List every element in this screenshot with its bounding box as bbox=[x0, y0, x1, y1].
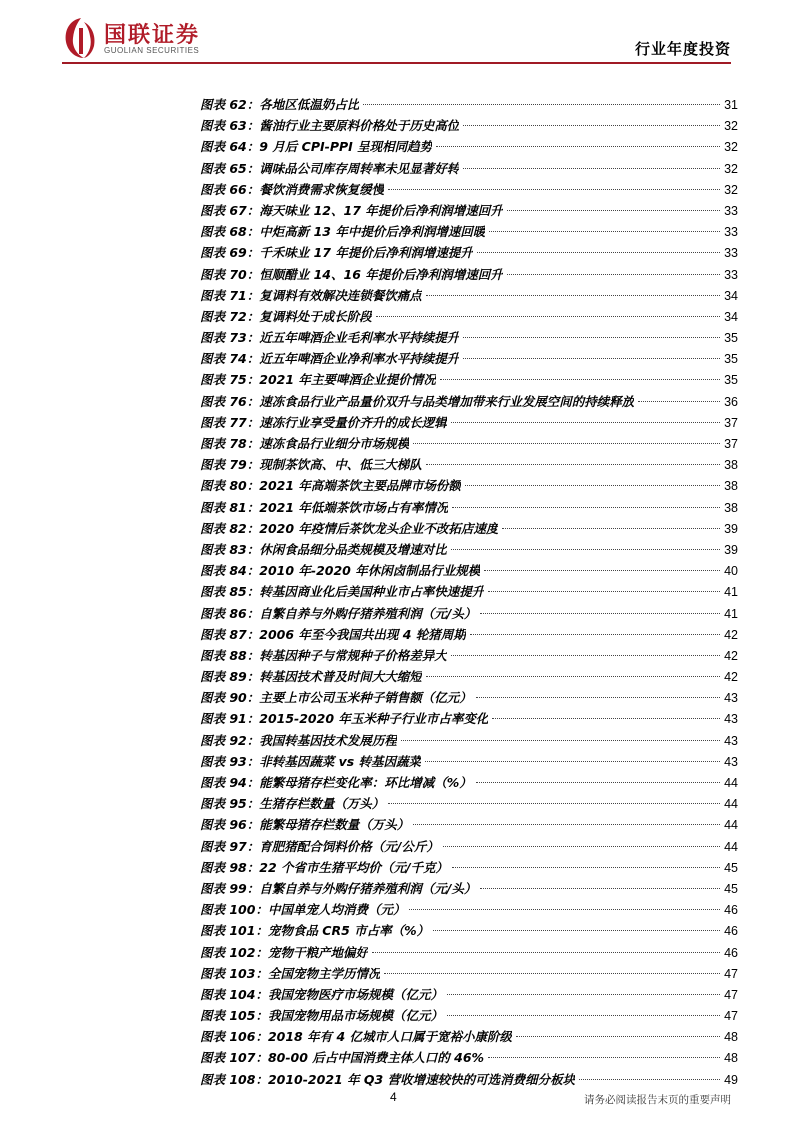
toc-dot-leader bbox=[447, 1015, 720, 1016]
toc-entry-page: 43 bbox=[724, 733, 738, 748]
toc-entry-label: 图表 93：非转基因蔬菜 vs 转基因蔬菜 bbox=[200, 753, 422, 769]
toc-entry-page: 35 bbox=[724, 331, 738, 346]
toc-entry-label: 图表 62：各地区低温奶占比 bbox=[200, 97, 360, 112]
toc-entry-page: 42 bbox=[724, 648, 738, 663]
toc-entry-page: 43 bbox=[724, 754, 738, 769]
toc-dot-leader bbox=[443, 846, 720, 847]
toc-entry[interactable] bbox=[200, 94, 738, 115]
toc-entry[interactable] bbox=[200, 285, 738, 306]
toc-entry-page: 38 bbox=[724, 479, 738, 494]
toc-dot-leader bbox=[463, 125, 720, 126]
toc-entry-label: 图表 86：自繁自养与外购仔猪养殖利润（元/头） bbox=[200, 605, 477, 621]
toc-entry-page: 40 bbox=[724, 564, 738, 579]
toc-entry-label: 图表 64：9 月后 CPI-PPI 呈现相同趋势 bbox=[200, 139, 433, 155]
toc-dot-leader bbox=[447, 994, 720, 995]
toc-entry-page: 33 bbox=[724, 246, 738, 261]
toc-entry[interactable] bbox=[200, 963, 738, 984]
toc-entry[interactable] bbox=[200, 666, 738, 687]
toc-entry-page: 31 bbox=[724, 98, 738, 112]
toc-entry-page: 34 bbox=[724, 309, 738, 324]
toc-dot-leader bbox=[388, 189, 720, 190]
toc-entry[interactable] bbox=[200, 920, 738, 941]
toc-entry-page: 37 bbox=[724, 415, 738, 430]
toc-entry[interactable] bbox=[200, 221, 738, 242]
toc-entry-label: 图表 103：全国宠物主学历情况 bbox=[200, 965, 381, 981]
toc-entry-page: 34 bbox=[724, 288, 738, 303]
toc-entry-label: 图表 72：复调料处于成长阶段 bbox=[200, 308, 372, 324]
toc-dot-leader bbox=[579, 1079, 720, 1080]
toc-entry[interactable] bbox=[200, 391, 738, 412]
toc-dot-leader bbox=[463, 337, 720, 338]
toc-dot-leader bbox=[638, 401, 720, 402]
toc-entry-label: 图表 88：转基因种子与常规种子价格差异大 bbox=[200, 647, 447, 663]
toc-dot-leader bbox=[451, 549, 720, 550]
toc-entry-label: 图表 84：2010 年-2020 年休闲卤制品行业规模 bbox=[200, 563, 481, 579]
guolian-logo-icon bbox=[62, 16, 100, 60]
toc-entry[interactable] bbox=[200, 433, 738, 454]
toc-dot-leader bbox=[476, 697, 720, 698]
toc-entry[interactable] bbox=[200, 264, 738, 285]
toc-entry[interactable] bbox=[200, 539, 738, 560]
toc-entry-page: 47 bbox=[724, 1009, 738, 1024]
toc-entry-label: 图表 63：酱油行业主要原料价格处于历史高位 bbox=[200, 118, 460, 134]
toc-entry-label: 图表 71：复调料有效解决连锁餐饮痛点 bbox=[200, 287, 422, 303]
toc-entry-page: 32 bbox=[724, 161, 738, 176]
toc-entry-label: 图表 80：2021 年高端茶饮主要品牌市场份额 bbox=[200, 478, 461, 494]
toc-entry[interactable] bbox=[200, 179, 738, 200]
toc-dot-leader bbox=[433, 930, 720, 931]
toc-dot-leader bbox=[376, 316, 720, 317]
toc-entry[interactable] bbox=[200, 793, 738, 814]
toc-entry[interactable] bbox=[200, 878, 738, 899]
toc-entry[interactable] bbox=[200, 475, 738, 496]
toc-dot-leader bbox=[426, 464, 720, 465]
toc-entry[interactable] bbox=[200, 730, 738, 751]
toc-entry[interactable] bbox=[200, 158, 738, 179]
toc-dot-leader bbox=[451, 422, 720, 423]
toc-dot-leader bbox=[413, 824, 720, 825]
toc-entry[interactable] bbox=[200, 751, 738, 772]
toc-entry[interactable] bbox=[200, 645, 738, 666]
toc-entry[interactable] bbox=[200, 136, 738, 157]
toc-entry-page: 39 bbox=[724, 521, 738, 536]
toc-entry[interactable] bbox=[200, 369, 738, 390]
toc-entry-label: 图表 77：速冻行业享受量价齐升的成长逻辑 bbox=[200, 414, 447, 430]
toc-entry[interactable] bbox=[200, 624, 738, 645]
toc-entry[interactable] bbox=[200, 348, 738, 369]
toc-dot-leader bbox=[436, 146, 720, 147]
toc-entry[interactable] bbox=[200, 115, 738, 136]
toc-entry[interactable] bbox=[200, 603, 738, 624]
toc-entry-label: 图表 69：千禾味业 17 年提价后净利润增速提升 bbox=[200, 245, 473, 261]
toc-entry-page: 44 bbox=[724, 839, 738, 854]
toc-entry[interactable] bbox=[200, 1005, 738, 1026]
logo-chinese-name: 国联证券 bbox=[104, 23, 201, 48]
toc-entry-label: 图表 92：我国转基因技术发展历程 bbox=[200, 732, 397, 748]
toc-dot-leader bbox=[451, 655, 720, 656]
toc-dot-leader bbox=[488, 591, 720, 592]
toc-dot-leader bbox=[507, 210, 720, 211]
toc-entry[interactable] bbox=[200, 984, 738, 1005]
toc-entry-page: 37 bbox=[724, 437, 738, 451]
toc-entry-page: 33 bbox=[724, 225, 738, 240]
toc-dot-leader bbox=[489, 231, 720, 232]
header-divider bbox=[62, 62, 731, 64]
toc-entry-label: 图表 68：中炬高新 13 年中提价后净利润增速回暖 bbox=[200, 224, 486, 240]
toc-entry-page: 38 bbox=[724, 458, 738, 473]
toc-dot-leader bbox=[363, 104, 720, 105]
toc-entry-page: 46 bbox=[724, 945, 738, 960]
toc-entry-label: 图表 106：2018 年有 4 亿城市人口属于宽裕小康阶级 bbox=[200, 1029, 512, 1045]
toc-dot-leader bbox=[372, 952, 720, 953]
toc-dot-leader bbox=[463, 358, 720, 359]
toc-dot-leader bbox=[440, 379, 720, 380]
toc-dot-leader bbox=[476, 782, 720, 783]
toc-entry[interactable] bbox=[200, 518, 738, 539]
toc-dot-leader bbox=[401, 740, 720, 741]
toc-entry-label: 图表 87：2006 年至今我国共出现 4 轮猪周期 bbox=[200, 626, 466, 642]
toc-entry[interactable] bbox=[200, 560, 738, 581]
toc-dot-leader bbox=[465, 485, 720, 486]
toc-entry-page: 48 bbox=[724, 1051, 738, 1066]
toc-entry-page: 44 bbox=[724, 776, 738, 790]
toc-dot-leader bbox=[425, 761, 720, 762]
toc-entry[interactable] bbox=[200, 942, 738, 963]
logo-english-name: GUOLIAN SECURITIES bbox=[104, 46, 200, 55]
toc-entry-label: 图表 85：转基因商业化后美国种业市占率快速提升 bbox=[200, 584, 485, 600]
guolian-logo bbox=[62, 16, 212, 60]
toc-entry[interactable] bbox=[200, 581, 738, 602]
toc-entry-label: 图表 75：2021 年主要啤酒企业提价情况 bbox=[200, 372, 436, 388]
toc-entry-page: 32 bbox=[724, 140, 738, 155]
toc-entry-page: 35 bbox=[724, 352, 738, 367]
toc-dot-leader bbox=[463, 168, 720, 169]
toc-entry-label: 图表 78：速冻食品行业细分市场规模 bbox=[200, 436, 410, 451]
toc-entry-page: 33 bbox=[724, 267, 738, 282]
toc-entry-page: 49 bbox=[724, 1072, 738, 1087]
toc-dot-leader bbox=[409, 909, 720, 910]
toc-dot-leader bbox=[413, 443, 720, 444]
toc-entry[interactable] bbox=[200, 899, 738, 920]
toc-entry-page: 44 bbox=[724, 797, 738, 812]
toc-entry[interactable] bbox=[200, 412, 738, 433]
toc-entry-page: 45 bbox=[724, 860, 738, 875]
toc-entry-label: 图表 89：转基因技术普及时间大大缩短 bbox=[200, 669, 422, 685]
toc-entry-page: 33 bbox=[724, 203, 738, 218]
toc-entry[interactable] bbox=[200, 327, 738, 348]
toc-entry-label: 图表 82：2020 年疫情后茶饮龙头企业不改拓店速度 bbox=[200, 520, 499, 536]
toc-entry-label: 图表 105：我国宠物用品市场规模（亿元） bbox=[200, 1008, 443, 1024]
toc-entry[interactable] bbox=[200, 1069, 738, 1090]
toc-entry[interactable] bbox=[200, 708, 738, 729]
toc-entry[interactable] bbox=[200, 857, 738, 878]
toc-entry-label: 图表 67：海天味业 12、17 年提价后净利润增速回升 bbox=[200, 202, 503, 218]
toc-entry-page: 47 bbox=[724, 966, 738, 981]
toc-entry-page: 46 bbox=[724, 924, 738, 939]
toc-entry-page: 47 bbox=[724, 987, 738, 1002]
toc-dot-leader bbox=[507, 274, 720, 275]
toc-entry-label: 图表 98：22 个省市生猪平均价（元/千克） bbox=[200, 859, 449, 875]
toc-entry-page: 46 bbox=[724, 903, 738, 918]
toc-entry-label: 图表 81：2021 年低端茶饮市场占有率情况 bbox=[200, 499, 449, 515]
toc-dot-leader bbox=[452, 867, 720, 868]
toc-dot-leader bbox=[426, 676, 720, 677]
toc-entry[interactable] bbox=[200, 687, 738, 708]
toc-entry-label: 图表 97：育肥猪配合饲料价格（元/公斤） bbox=[200, 838, 439, 854]
disclaimer-note: 请务必阅读报告末页的重要声明 bbox=[584, 1094, 731, 1106]
toc-entry-label: 图表 83：休闲食品细分品类规模及增速对比 bbox=[200, 541, 447, 557]
toc-entry-page: 32 bbox=[724, 182, 738, 197]
toc-entry-page: 42 bbox=[724, 670, 738, 685]
toc-entry-label: 图表 91：2015-2020 年玉米种子行业市占率变化 bbox=[200, 711, 489, 727]
toc-entry-label: 图表 65：调味品公司库存周转率未见显著好转 bbox=[200, 160, 460, 176]
toc-dot-leader bbox=[470, 634, 720, 635]
toc-entry-label: 图表 74：近五年啤酒企业净利率水平持续提升 bbox=[200, 351, 460, 367]
toc-entry-label: 图表 90：主要上市公司玉米种子销售额（亿元） bbox=[200, 690, 472, 706]
toc-entry-page: 32 bbox=[724, 119, 738, 134]
toc-entry[interactable] bbox=[200, 814, 738, 835]
toc-entry[interactable] bbox=[200, 1026, 738, 1047]
toc-entry-page: 48 bbox=[724, 1030, 738, 1045]
toc-entry-page: 38 bbox=[724, 500, 738, 515]
toc-dot-leader bbox=[492, 718, 720, 719]
toc-entry-page: 41 bbox=[724, 606, 738, 621]
toc-entry[interactable] bbox=[200, 242, 738, 263]
toc-entry-page: 45 bbox=[724, 881, 738, 896]
toc-entry-label: 图表 107：80-00 后占中国消费主体人口的 46% bbox=[200, 1050, 485, 1066]
toc-entry[interactable] bbox=[200, 497, 738, 518]
toc-entry-page: 39 bbox=[724, 542, 738, 557]
toc-entry-label: 图表 99：自繁自养与外购仔猪养殖利润（元/头） bbox=[200, 880, 477, 896]
toc-entry-label: 图表 73：近五年啤酒企业毛利率水平持续提升 bbox=[200, 330, 460, 346]
toc-dot-leader bbox=[426, 295, 720, 296]
toc-entry[interactable] bbox=[200, 200, 738, 221]
toc-dot-leader bbox=[488, 1057, 720, 1058]
toc-entry-page: 43 bbox=[724, 712, 738, 727]
page-number: 4 bbox=[390, 1090, 397, 1104]
toc-dot-leader bbox=[516, 1036, 720, 1037]
toc-dot-leader bbox=[452, 507, 720, 508]
toc-dot-leader bbox=[384, 973, 720, 974]
figure-list bbox=[200, 94, 738, 1090]
toc-dot-leader bbox=[484, 570, 720, 571]
toc-entry-label: 图表 108：2010-2021 年 Q3 营收增速较快的可选消费细分板块 bbox=[200, 1071, 576, 1087]
toc-entry-label: 图表 95：生猪存栏数量（万头） bbox=[200, 796, 385, 812]
toc-entry-label: 图表 79：现制茶饮高、中、低三大梯队 bbox=[200, 457, 422, 473]
toc-entry-page: 43 bbox=[724, 691, 738, 706]
toc-entry-label: 图表 66：餐饮消费需求恢复缓慢 bbox=[200, 181, 385, 197]
toc-entry-page: 42 bbox=[724, 627, 738, 642]
toc-entry[interactable] bbox=[200, 836, 738, 857]
document-type-label: 行业年度投资 bbox=[634, 40, 731, 58]
toc-entry[interactable] bbox=[200, 772, 738, 793]
toc-entry-page: 41 bbox=[724, 585, 738, 600]
toc-entry-page: 35 bbox=[724, 373, 738, 388]
toc-entry-label: 图表 100：中国单宠人均消费（元） bbox=[200, 902, 406, 918]
toc-entry-page: 36 bbox=[724, 394, 738, 409]
toc-dot-leader bbox=[480, 613, 720, 614]
toc-entry-label: 图表 96：能繁母猪存栏数量（万头） bbox=[200, 817, 410, 833]
page-header bbox=[0, 0, 793, 70]
toc-dot-leader bbox=[477, 252, 720, 253]
toc-dot-leader bbox=[480, 888, 720, 889]
toc-entry-label: 图表 104：我国宠物医疗市场规模（亿元） bbox=[200, 986, 443, 1002]
toc-entry-label: 图表 76：速冻食品行业产品量价双升与品类增加带来行业发展空间的持续释放 bbox=[200, 393, 635, 409]
toc-entry[interactable] bbox=[200, 1047, 738, 1068]
toc-dot-leader bbox=[502, 528, 720, 529]
toc-entry-label: 图表 102：宠物干粮产地偏好 bbox=[200, 944, 368, 960]
toc-entry-label: 图表 101：宠物食品 CR5 市占率（%） bbox=[200, 923, 430, 939]
toc-entry-page: 44 bbox=[724, 818, 738, 833]
toc-entry-label: 图表 94：能繁母猪存栏变化率：环比增减（%） bbox=[200, 775, 472, 790]
toc-entry-label: 图表 70：恒顺醋业 14、16 年提价后净利润增速回升 bbox=[200, 266, 503, 282]
toc-entry[interactable] bbox=[200, 306, 738, 327]
toc-dot-leader bbox=[388, 803, 720, 804]
toc-entry[interactable] bbox=[200, 454, 738, 475]
